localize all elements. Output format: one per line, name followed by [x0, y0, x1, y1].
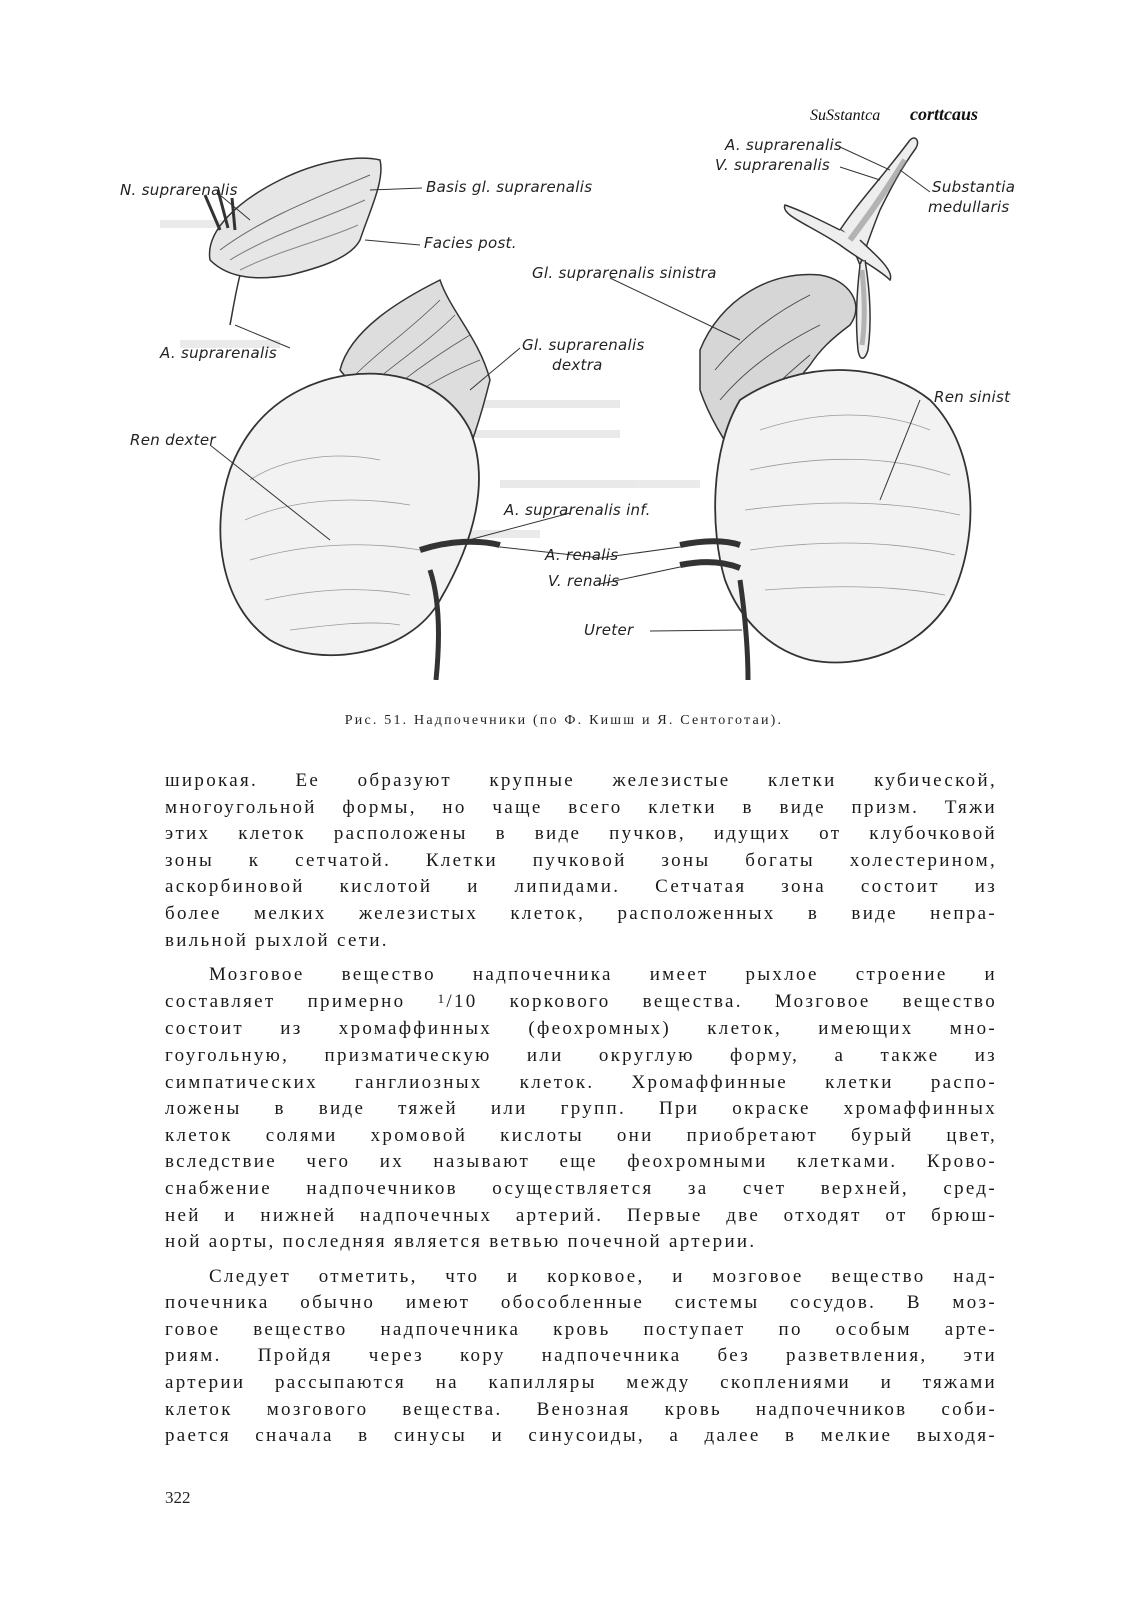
label-facies-post: Facies post.	[424, 234, 517, 252]
label-gl-sinistra: Gl. suprarenalis sinistra	[532, 264, 717, 282]
text-line: Следует отметить, что и корковое, и мозговое вещество над-	[209, 1265, 997, 1287]
text-line: ной аорты, последняя является ветвью почечной артерии.	[165, 1231, 757, 1253]
fraction-tail: коркового вещества. Мозговое вещество	[477, 990, 997, 1012]
fraction-lead: составляет примерно	[165, 990, 438, 1012]
adrenal-glands-illustration	[120, 100, 1020, 680]
paragraph-3	[165, 1264, 997, 1450]
text-line-with-fraction	[165, 989, 997, 1017]
label-a-renalis: A. renalis	[545, 546, 619, 564]
text-line: клеток солями хромовой кислоты они приобретают бурый цвет,	[165, 1124, 997, 1146]
right-kidney-drawing	[220, 374, 500, 680]
label-a-suprarenalis-inf: A. suprarenalis inf.	[504, 501, 651, 519]
label-ren-dexter: Ren dexter	[130, 431, 216, 449]
label-substantia-med-2: medullaris	[928, 198, 1010, 216]
label-v-renalis: V. renalis	[548, 572, 620, 590]
fraction-denominator: /10	[446, 990, 478, 1012]
text-line: зоны к сетчатой. Клетки пучковой зоны богаты холестерином,	[165, 849, 997, 871]
text-line: более мелких железистых клеток, расположенных в виде непра-	[165, 902, 997, 924]
paragraph-2	[165, 962, 997, 1256]
header-label-substantia: SuSstantca	[810, 107, 881, 124]
figure-caption: Рис. 51. Надпочечники (по Ф. Кишш и Я. Сентоготаи).	[344, 713, 784, 728]
text-line: аскорбиновой кислотой и липидами. Сетчатая зона состоит из	[165, 876, 997, 898]
text-line: ней и нижней надпочечных артерий. Первые две отходят от брюш-	[165, 1204, 997, 1226]
text-line: рается сначала в синусы и синусоиды, а далее в мелкие выходя-	[165, 1425, 997, 1447]
text-line: почечника обычно имеют обособленные системы сосудов. В моз-	[165, 1292, 997, 1314]
label-a-suprarenalis-left: A. suprarenalis	[160, 344, 278, 362]
label-substantia-med-1: Substantia	[932, 178, 1016, 196]
text-line: ложены в виде тяжей или групп. При окраске хромаффинных	[165, 1098, 997, 1120]
text-line: состоит из хромаффинных (феохромных) клеток, имеющих мно-	[165, 1018, 997, 1040]
label-gl-dextra-2: dextra	[552, 356, 603, 374]
text-line: симпатических ганглиозных клеток. Хромаффинные клетки распо-	[165, 1071, 997, 1093]
text-line: артерии рассыпаются на капилляры между скоплениями и тяжами	[165, 1372, 997, 1394]
label-ren-sinist: Ren sinist	[934, 388, 1011, 406]
header-label-corticalis: corttcaus	[910, 104, 979, 124]
text-line: Мозговое вещество надпочечника имеет рыхлое строение и	[209, 964, 997, 986]
label-v-suprarenalis: V. suprarenalis	[715, 156, 831, 174]
text-line: клеток мозгового вещества. Венозная кровь надпочечников соби-	[165, 1398, 997, 1420]
label-n-suprarenalis: N. suprarenalis	[120, 181, 238, 199]
text-line: вильной рыхлой сети.	[165, 929, 389, 951]
page-number: 322	[165, 1488, 191, 1507]
text-line: вследствие чего их называют еще феохромными клетками. Крово-	[165, 1151, 997, 1173]
text-line: широкая. Ее образуют крупные железистые клетки кубической,	[165, 770, 997, 791]
text-line: говое вещество надпочечника кровь поступает по особым арте-	[165, 1318, 997, 1340]
anatomical-drawing	[120, 100, 1020, 680]
label-gl-dextra-1: Gl. suprarenalis	[522, 336, 645, 354]
label-basis: Basis gl. suprarenalis	[426, 178, 593, 196]
body-text	[165, 768, 997, 1450]
paragraph-1	[165, 768, 997, 954]
label-a-suprarenalis-right: A. suprarenalis	[725, 136, 843, 154]
text-line: гоугольную, призматическую или округлую форму, а также из	[165, 1044, 997, 1066]
text-line: этих клеток расположены в виде пучков, идущих от клубочковой	[165, 823, 997, 845]
text-line: снабжение надпочечников осуществляется за счет верхней, сред-	[165, 1177, 997, 1199]
text-line: многоугольной формы, но чаще всего клетки в виде призм. Тяжи	[165, 796, 997, 818]
label-ureter: Ureter	[584, 621, 634, 639]
text-line: риям. Пройдя через кору надпочечника без разветвления, эти	[165, 1345, 997, 1367]
fraction-numerator: 1	[437, 990, 447, 1006]
